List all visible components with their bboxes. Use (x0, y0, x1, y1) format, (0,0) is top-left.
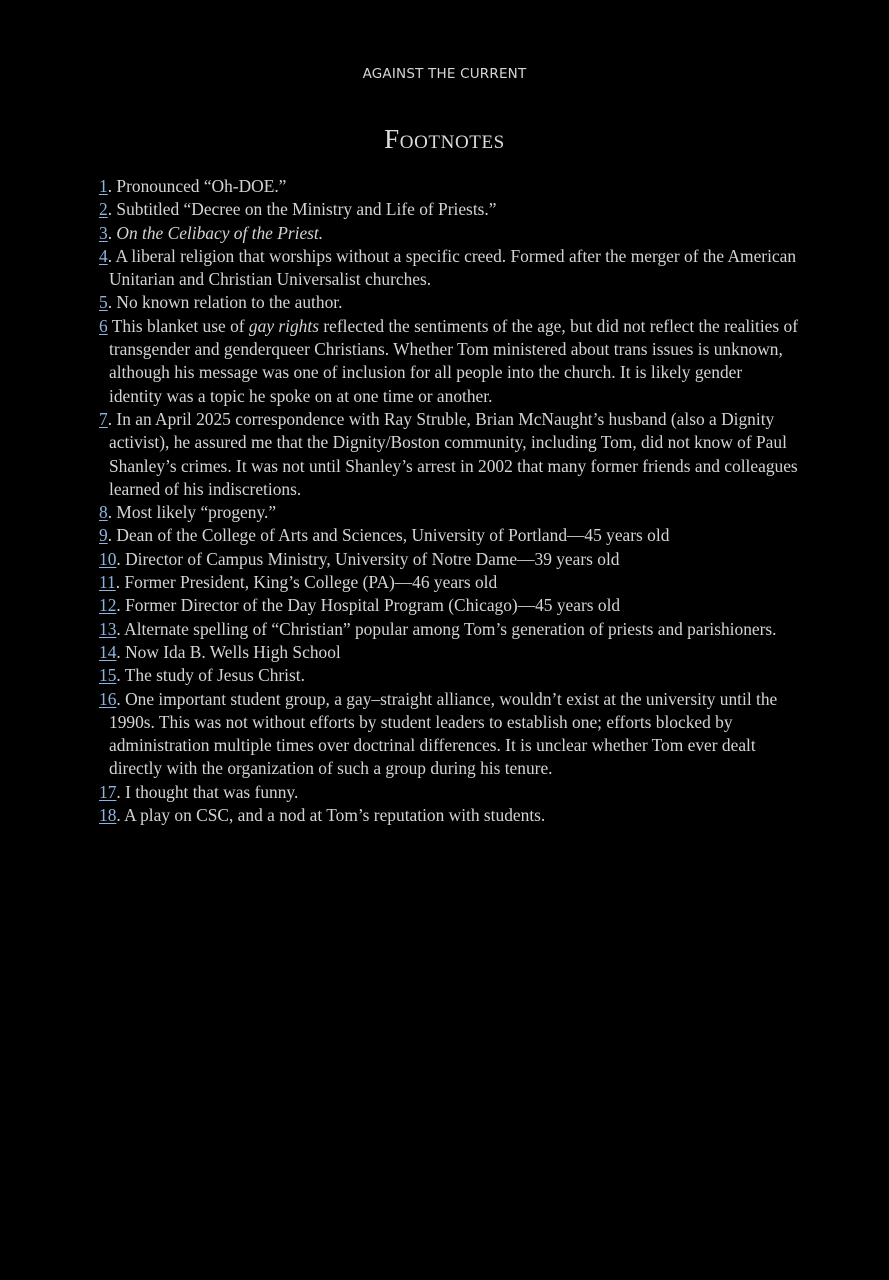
footnote-backlink[interactable]: 14 (99, 641, 117, 662)
footnote-item (99, 781, 799, 804)
footnote-separator: . (115, 572, 125, 593)
footnote-separator: . (107, 199, 117, 220)
footnote-separator: . (107, 292, 117, 313)
footnote-text: One important student group, a gay–straight alliance, wouldn’t exist at the university until the 1990s. This was not without efforts by student leaders to establish one; efforts blocked by administration multiple times over doctrinal differences. It is unclear whether Tom ever dealt directly with the organization of such a group during his tenure. (109, 688, 778, 779)
footnote-item (99, 571, 799, 594)
footnote-text: In an April 2025 correspondence with Ray Struble, Brian McNaught’s husband (also a Dignity activist), he assured me that the Dignity/Boston community, including Tom, did not know of Paul Shanley’s crimes. It was not until Shanley’s arrest in 2002 that many former friends and colleagues learned of his indiscretions. (109, 408, 798, 499)
footnote-backlink[interactable]: 1 (99, 176, 108, 196)
running-header: AGAINST THE CURRENT (362, 66, 527, 82)
footnote-text: I thought that was funny. (125, 781, 299, 802)
footnote-separator: . (116, 595, 126, 616)
footnote-backlink[interactable]: 12 (99, 595, 117, 616)
footnote-text: Now Ida B. Wells High School (125, 641, 341, 662)
footnote-backlink[interactable]: 17 (99, 781, 117, 802)
footnote-item (99, 501, 799, 524)
footnote-separator: . (107, 245, 116, 266)
footnote-text-lead: This blanket use of (111, 315, 249, 336)
footnote-list (99, 175, 799, 827)
footnote-item (99, 524, 799, 547)
footnote-backlink[interactable]: 15 (99, 665, 117, 686)
footnote-backlink[interactable]: 13 (99, 618, 117, 639)
footnote-text: Former Director of the Day Hospital Program (Chicago)—45 years old (125, 595, 621, 616)
footnote-backlink[interactable]: 18 (99, 805, 117, 826)
footnote-italic-title: On the Celibacy of the Priest. (116, 222, 324, 243)
footnote-text: Director of Campus Ministry, University of Notre Dame—39 years old (125, 548, 620, 569)
footnote-text: A play on CSC, and a nod at Tom’s reputation with students. (124, 805, 546, 826)
footnote-separator: . (116, 688, 126, 709)
footnote-backlink[interactable]: 16 (99, 688, 117, 709)
footnote-text: Pronounced “Oh-DOE.” (116, 176, 287, 196)
footnote-italic-term: gay rights (248, 315, 319, 336)
footnote-text: The study of Jesus Christ. (124, 665, 305, 686)
footnote-backlink[interactable]: 3 (99, 222, 108, 243)
footnote-text: Alternate spelling of “Christian” popular among Tom’s generation of priests and parishioners. (124, 618, 777, 639)
footnote-item (99, 548, 799, 571)
footnote-separator: . (116, 548, 126, 569)
footnote-separator: . (116, 781, 126, 802)
footnote-item (99, 291, 799, 314)
footnote-text: Most likely “progeny.” (116, 502, 277, 523)
section-title: Footnotes (384, 124, 505, 154)
footnote-text: Former President, King’s College (PA)—46 years old (124, 572, 498, 593)
footnote-item (99, 198, 799, 221)
footnote-separator: . (116, 665, 125, 686)
footnote-item (99, 315, 799, 408)
footnote-backlink[interactable]: 9 (99, 525, 108, 546)
footnote-text: Dean of the College of Arts and Sciences, University of Portland—45 years old (116, 525, 670, 546)
footnote-backlink[interactable]: 5 (99, 292, 108, 313)
footnote-item (99, 594, 799, 617)
footnote-backlink[interactable]: 6 (99, 315, 108, 336)
footnote-separator: . (116, 618, 125, 639)
footnote-item (99, 222, 799, 245)
footnote-item (99, 804, 799, 827)
footnote-item (99, 618, 799, 641)
footnote-separator: . (116, 641, 126, 662)
footnote-backlink[interactable]: 4 (99, 245, 108, 266)
footnote-text: A liberal religion that worships without a specific creed. Formed after the merger of the American Unitarian and Christian Universalist churches. (109, 245, 797, 290)
footnote-item (99, 175, 799, 198)
footnote-separator: . (107, 525, 117, 546)
footnote-item (99, 688, 799, 781)
footnote-text: Subtitled “Decree on the Ministry and Life of Priests.” (116, 199, 497, 220)
footnote-separator: . (116, 805, 125, 826)
footnote-item (99, 664, 799, 687)
footnote-text: reflected the sentiments of the age, but did not reflect the realities of transgender and genderqueer Christians. Whether Tom ministered about trans issues is unknown, although his message was one of inclusion for all people into the church. It is likely gender identity was a topic he spoke on at one time or another. (109, 315, 798, 406)
footnote-separator: . (107, 502, 117, 523)
footnote-backlink[interactable]: 8 (99, 502, 108, 523)
footnote-backlink[interactable]: 11 (99, 572, 116, 593)
footnote-item (99, 408, 799, 501)
footnote-item (99, 245, 799, 292)
footnote-separator: . (107, 408, 117, 429)
footnote-separator: . (107, 176, 117, 196)
footnote-backlink[interactable]: 10 (99, 548, 117, 569)
footnote-backlink[interactable]: 2 (99, 199, 108, 220)
footnote-separator: . (107, 222, 117, 243)
footnote-text: No known relation to the author. (116, 292, 343, 313)
footnote-item (99, 641, 799, 664)
footnote-backlink[interactable]: 7 (99, 408, 108, 429)
